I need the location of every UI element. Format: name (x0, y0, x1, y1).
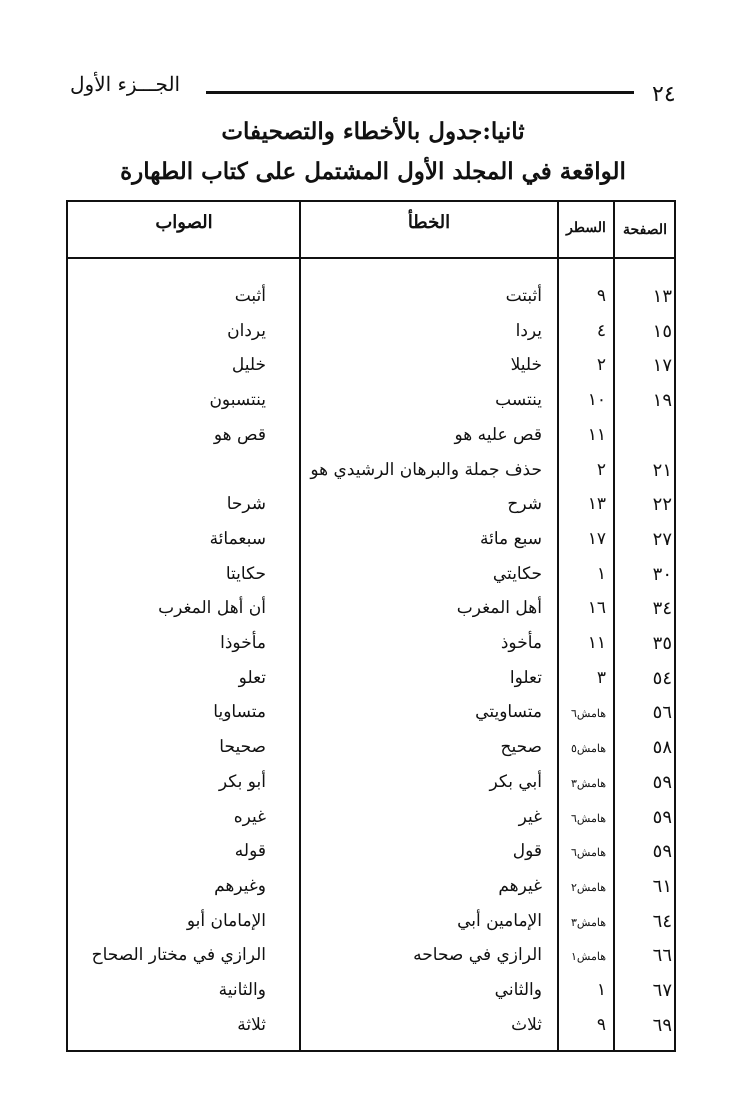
cell-error: أثبتت (505, 286, 542, 306)
page-number: ٢٤ (652, 82, 676, 107)
header-rule (206, 91, 634, 94)
cell-page: ١٧ (652, 355, 672, 376)
cell-page: ٢٧ (652, 529, 672, 550)
column-divider (557, 202, 559, 1050)
cell-error: قول (512, 841, 542, 861)
cell-page: ١٩ (652, 390, 672, 411)
cell-page: ٦٤ (652, 911, 672, 932)
cell-line: ١١ (587, 425, 606, 445)
cell-page: ٣٠ (652, 564, 672, 585)
header-line: السطر (566, 220, 606, 236)
cell-line: ١٧ (587, 529, 606, 549)
cell-page: ٥٤ (652, 668, 672, 689)
cell-line: ١٠ (587, 390, 606, 410)
cell-correct: والثانية (218, 980, 266, 1000)
cell-correct: متساويا (213, 702, 266, 722)
cell-error: الإمامين أبي (457, 911, 542, 931)
table-title: ثانيا:جدول بالأخطاء والتصحيفات (221, 118, 525, 145)
cell-correct: خليل (231, 355, 266, 375)
cell-line: ٩ (596, 1015, 606, 1035)
cell-correct: غيره (233, 807, 266, 827)
cell-line: هامش٣ (571, 777, 606, 790)
cell-error: مأخوذ (500, 633, 542, 653)
cell-line: ٩ (596, 286, 606, 306)
cell-correct: قوله (234, 841, 266, 861)
cell-error: أبي بكر (489, 772, 542, 792)
cell-page: ١٣ (652, 286, 672, 307)
cell-page: ٦٦ (652, 945, 672, 966)
cell-error: ثلاث (511, 1015, 542, 1035)
cell-error: شرح (507, 494, 542, 514)
cell-line: ١ (596, 564, 606, 584)
cell-page: ٣٥ (652, 633, 672, 654)
cell-error: تعلوا (509, 668, 542, 688)
cell-line: ١٣ (587, 494, 606, 514)
cell-line: هامش٦ (571, 707, 606, 720)
column-divider (613, 202, 615, 1050)
cell-error: حذف جملة والبرهان الرشيدي هو (310, 460, 542, 480)
cell-correct: مأخوذا (220, 633, 266, 653)
cell-error: يردا (515, 321, 542, 341)
cell-correct: تعلو (238, 668, 266, 688)
cell-line: هامش١ (571, 950, 606, 963)
cell-line: هامش٥ (571, 742, 606, 755)
cell-correct: الإمامان أبو (186, 911, 266, 931)
cell-page: ٢١ (652, 460, 672, 481)
cell-error: غيرهم (498, 876, 542, 896)
cell-correct: صحيحا (219, 737, 266, 757)
cell-line: ٣ (596, 668, 606, 688)
cell-line: ٤ (596, 321, 606, 341)
cell-correct: حكايتا (225, 564, 266, 584)
cell-correct: أبو بكر (218, 772, 266, 792)
cell-page: ٥٦ (652, 702, 672, 723)
cell-line: هامش٦ (571, 812, 606, 825)
cell-page: ٥٩ (652, 841, 672, 862)
part-title: الجـــزء الأول (70, 72, 181, 96)
cell-error: الرازي في صحاحه (413, 945, 542, 965)
cell-error: ينتسب (495, 390, 542, 410)
header-correct: الصواب (155, 212, 213, 233)
cell-page: ٦٩ (652, 1015, 672, 1036)
cell-correct: الرازي في مختار الصحاح (91, 945, 266, 965)
cell-correct: ثلاثة (237, 1015, 266, 1035)
cell-page: ٣٤ (652, 598, 672, 619)
cell-error: حكايتي (492, 564, 542, 584)
cell-page: ٥٩ (652, 807, 672, 828)
cell-error: سبع مائة (480, 529, 542, 549)
cell-page: ٥٨ (652, 737, 672, 758)
cell-line: ٢ (596, 460, 606, 480)
column-divider (299, 202, 301, 1050)
cell-page: ١٥ (652, 321, 672, 342)
cell-error: غير (518, 807, 542, 827)
cell-error: متساويتي (475, 702, 542, 722)
cell-page: ٥٩ (652, 772, 672, 793)
cell-correct: سبعمائة (209, 529, 266, 549)
cell-correct: وغيرهم (214, 876, 266, 896)
cell-correct: شرحا (226, 494, 266, 514)
header-error: الخطأ (407, 212, 451, 233)
cell-correct: قص هو (213, 425, 266, 445)
cell-error: قص عليه هو (454, 425, 542, 445)
cell-line: هامش٢ (571, 881, 606, 894)
cell-line: هامش٣ (571, 916, 606, 929)
header-page: الصفحة (623, 222, 667, 238)
cell-line: ١١ (587, 633, 606, 653)
cell-error: أهل المغرب (456, 598, 542, 618)
header-divider (68, 257, 674, 259)
cell-correct: أن أهل المغرب (158, 598, 266, 618)
cell-line: ٢ (596, 355, 606, 375)
cell-error: خليلا (510, 355, 542, 375)
cell-page: ٦١ (652, 876, 672, 897)
cell-line: ١٦ (587, 598, 606, 618)
cell-error: صحيح (500, 737, 542, 757)
cell-error: والثاني (494, 980, 542, 1000)
cell-correct: أثبت (234, 286, 266, 306)
table-subtitle: الواقعة في المجلد الأول المشتمل على كتاب الطهارة (120, 158, 626, 185)
cell-correct: ينتسبون (209, 390, 266, 410)
cell-line: ١ (596, 980, 606, 1000)
cell-page: ٦٧ (652, 980, 672, 1001)
cell-page: ٢٢ (652, 494, 672, 515)
cell-correct: يردان (227, 321, 266, 341)
cell-line: هامش٦ (571, 846, 606, 859)
